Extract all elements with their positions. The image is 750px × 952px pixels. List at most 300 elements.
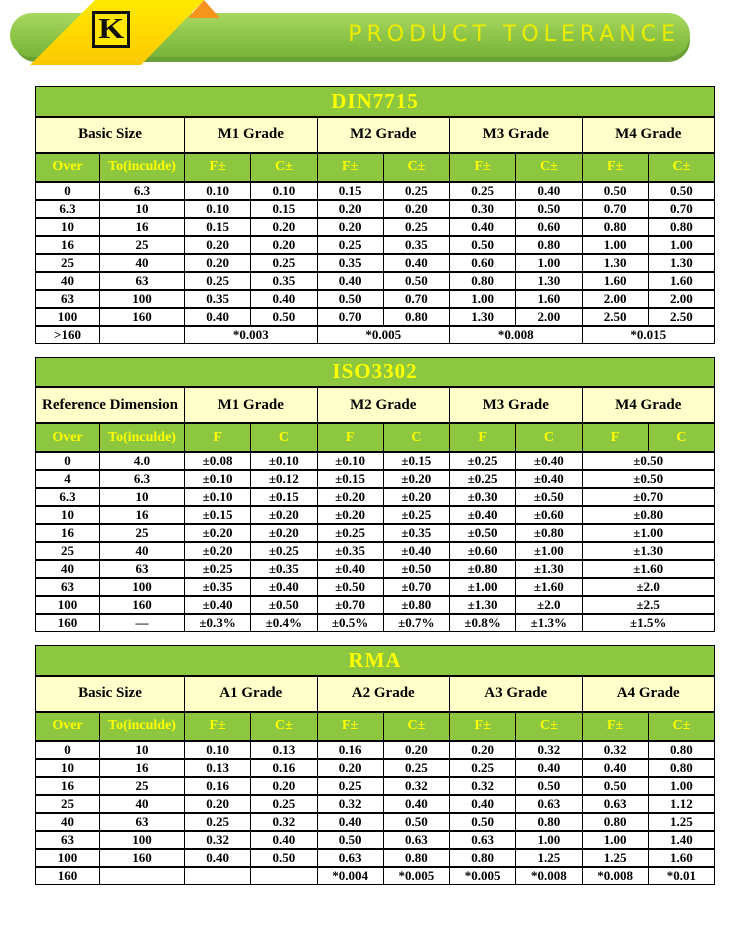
table-cell: 0.20 <box>317 759 383 777</box>
table-cell: ±0.40 <box>450 506 516 524</box>
table-cell: 0.50 <box>648 182 714 200</box>
f-header: F <box>582 423 648 452</box>
table-cell: ±0.10 <box>185 470 251 488</box>
table-cell: 0.50 <box>317 831 383 849</box>
table-cell: >160 <box>36 326 100 344</box>
f-header: F± <box>450 712 516 741</box>
f-header: F± <box>450 153 516 182</box>
table-cell: ±0.40 <box>516 470 582 488</box>
table-cell: 0.80 <box>383 849 449 867</box>
table-cell: 63 <box>36 831 100 849</box>
table-cell: ±0.15 <box>383 452 449 470</box>
f-header: F± <box>317 712 383 741</box>
table-cell: ±0.50 <box>582 452 715 470</box>
table-cell: 0.50 <box>450 236 516 254</box>
table-cell: 1.00 <box>516 254 582 272</box>
table-row <box>36 560 715 578</box>
table-cell: 0.80 <box>648 218 714 236</box>
grade-header-a2: A2 Grade <box>317 676 450 712</box>
brand-logo <box>92 11 130 48</box>
sub-header-row <box>36 423 715 452</box>
table-row <box>36 308 715 326</box>
table-cell: 0.32 <box>516 741 582 759</box>
table-cell: 0.63 <box>450 831 516 849</box>
table-cell: 0.35 <box>185 290 251 308</box>
table-cell: 1.30 <box>516 272 582 290</box>
table-cell: 1.30 <box>582 254 648 272</box>
table-cell: 100 <box>36 308 100 326</box>
table-cell: 0.70 <box>383 290 449 308</box>
table-row <box>36 524 715 542</box>
table-cell: 0.80 <box>450 849 516 867</box>
table-cell: 0.63 <box>383 831 449 849</box>
table-cell: 0.10 <box>185 741 251 759</box>
table-cell: *0.015 <box>582 326 715 344</box>
table-cell: ±0.70 <box>317 596 383 614</box>
grade-header-m2: M2 Grade <box>317 117 450 153</box>
table-cell: 1.00 <box>582 831 648 849</box>
table-cell: 0.40 <box>317 272 383 290</box>
table-cell: 160 <box>36 867 100 885</box>
table-cell: ±2.0 <box>582 578 715 596</box>
table-cell: ±0.10 <box>185 488 251 506</box>
table-cell: 0.35 <box>383 236 449 254</box>
grade-header-a1: A1 Grade <box>185 676 318 712</box>
table-cell: 0.10 <box>185 182 251 200</box>
table-cell: 0.50 <box>383 813 449 831</box>
c-header: C± <box>251 712 317 741</box>
table-cell: 1.30 <box>648 254 714 272</box>
table-cell: 0.20 <box>383 200 449 218</box>
table-row <box>36 326 715 344</box>
table-cell <box>100 326 185 344</box>
table-cell: ±0.25 <box>383 506 449 524</box>
table-cell: ±0.20 <box>185 542 251 560</box>
table-cell: 0.60 <box>450 254 516 272</box>
grade-header-m4: M4 Grade <box>582 387 715 423</box>
table-cell: 0.32 <box>383 777 449 795</box>
c-header: C± <box>648 712 714 741</box>
table-cell: 4 <box>36 470 100 488</box>
table-cell: 0.40 <box>516 182 582 200</box>
table-row <box>36 272 715 290</box>
table-row <box>36 200 715 218</box>
grade-header-m2: M2 Grade <box>317 387 450 423</box>
table-row <box>36 182 715 200</box>
table-row <box>36 578 715 596</box>
table-cell: 40 <box>100 795 185 813</box>
grade-header-m1: M1 Grade <box>185 117 318 153</box>
table-cell: ±1.60 <box>516 578 582 596</box>
f-header: F <box>317 423 383 452</box>
table-cell: 0.50 <box>516 200 582 218</box>
table-cell: 63 <box>36 578 100 596</box>
c-header: C± <box>516 153 582 182</box>
table-cell: ±0.40 <box>383 542 449 560</box>
table-row <box>36 759 715 777</box>
c-header: C± <box>251 153 317 182</box>
dimension-header: Reference Dimension <box>36 387 185 423</box>
table-cell: 6.3 <box>36 488 100 506</box>
c-header: C± <box>516 712 582 741</box>
table-cell: 40 <box>36 272 100 290</box>
table-cell: 0.40 <box>516 759 582 777</box>
brand-logo-letter: K <box>98 13 124 45</box>
f-header: F± <box>185 712 251 741</box>
table-cell: 0.40 <box>185 308 251 326</box>
table-cell: 16 <box>100 759 185 777</box>
table-cell: 16 <box>100 506 185 524</box>
c-header: C <box>383 423 449 452</box>
table-cell: 0.32 <box>251 813 317 831</box>
table-cell: *0.01 <box>648 867 714 885</box>
table-cell: 63 <box>100 813 185 831</box>
table-row <box>36 741 715 759</box>
table-row <box>36 452 715 470</box>
table-cell: 0.80 <box>516 813 582 831</box>
table-cell: ±0.20 <box>383 488 449 506</box>
table-row <box>36 488 715 506</box>
table-cell: 0.25 <box>317 236 383 254</box>
table-cell: 0.25 <box>383 182 449 200</box>
f-header: F <box>450 423 516 452</box>
table-cell: 40 <box>100 254 185 272</box>
c-header: C <box>251 423 317 452</box>
table-cell <box>100 867 185 885</box>
table-cell: 0.25 <box>317 777 383 795</box>
table-cell: 6.3 <box>36 200 100 218</box>
f-header: F <box>185 423 251 452</box>
sub-header-row <box>36 712 715 741</box>
table-title-row <box>36 87 715 117</box>
table-cell: 160 <box>100 849 185 867</box>
table-cell: 0.32 <box>317 795 383 813</box>
table-cell: 1.12 <box>648 795 714 813</box>
to-header: To(inculde) <box>100 712 185 741</box>
table-cell: ±0.7% <box>383 614 449 632</box>
f-header: F± <box>317 153 383 182</box>
table-cell: 0.10 <box>185 200 251 218</box>
table-cell: 0 <box>36 182 100 200</box>
table-cell: 0.80 <box>516 236 582 254</box>
table-cell: ±1.5% <box>582 614 715 632</box>
table-cell <box>185 867 251 885</box>
table-cell: ±0.50 <box>516 488 582 506</box>
table-body <box>36 741 715 885</box>
table-cell: ±0.20 <box>383 470 449 488</box>
grade-header-row <box>36 117 715 153</box>
table-cell: 40 <box>36 560 100 578</box>
table-cell: 0.63 <box>317 849 383 867</box>
table-cell: 0.20 <box>383 741 449 759</box>
table-cell: 0.25 <box>383 759 449 777</box>
table-cell: 0.13 <box>185 759 251 777</box>
dimension-header: Basic Size <box>36 117 185 153</box>
over-header: Over <box>36 153 100 182</box>
dimension-header: Basic Size <box>36 676 185 712</box>
table-cell: 2.50 <box>648 308 714 326</box>
table-cell: ±0.25 <box>450 470 516 488</box>
table-cell: *0.005 <box>317 326 450 344</box>
table-cell: ±2.5 <box>582 596 715 614</box>
table-cell: 0.40 <box>582 759 648 777</box>
table-row <box>36 596 715 614</box>
table-cell <box>251 867 317 885</box>
table-cell: *0.008 <box>450 326 583 344</box>
c-header: C± <box>383 153 449 182</box>
table-cell: ±1.00 <box>516 542 582 560</box>
table-cell: 160 <box>100 596 185 614</box>
over-header: Over <box>36 423 100 452</box>
table-cell: 100 <box>100 831 185 849</box>
table-body <box>36 182 715 344</box>
table-row <box>36 777 715 795</box>
c-header: C± <box>648 153 714 182</box>
table-cell: ±0.15 <box>185 506 251 524</box>
table-cell: *0.005 <box>383 867 449 885</box>
table-cell: 0.32 <box>582 741 648 759</box>
table-cell: 0.20 <box>450 741 516 759</box>
table-cell: ±0.40 <box>317 560 383 578</box>
table-cell: ±0.3% <box>185 614 251 632</box>
table-cell: 10 <box>36 759 100 777</box>
table-cell: 0.20 <box>185 254 251 272</box>
table-cell: ±0.25 <box>450 452 516 470</box>
table-cell: 1.00 <box>582 236 648 254</box>
table-cell: 0.50 <box>582 182 648 200</box>
grade-header-m3: M3 Grade <box>450 387 583 423</box>
table-cell: 160 <box>100 308 185 326</box>
table-row <box>36 290 715 308</box>
table-cell: 0.25 <box>185 813 251 831</box>
table-cell: ±0.35 <box>185 578 251 596</box>
table-cell: 10 <box>36 218 100 236</box>
f-header: F± <box>582 712 648 741</box>
table-cell: ±0.50 <box>450 524 516 542</box>
table-cell: ±0.40 <box>516 452 582 470</box>
table-cell: *0.003 <box>185 326 318 344</box>
table-title: RMA <box>36 646 715 676</box>
table-cell: 16 <box>36 777 100 795</box>
table-cell: ±0.80 <box>516 524 582 542</box>
table-cell: 25 <box>100 777 185 795</box>
table-cell: ±1.00 <box>582 524 715 542</box>
grade-header-a4: A4 Grade <box>582 676 715 712</box>
table-cell: ±1.30 <box>450 596 516 614</box>
table-cell: 1.60 <box>516 290 582 308</box>
table-cell: 0.63 <box>582 795 648 813</box>
table-cell: 1.25 <box>516 849 582 867</box>
c-header: C <box>648 423 714 452</box>
page-title: PRODUCT TOLERANCE <box>348 22 680 47</box>
table-cell: 25 <box>36 795 100 813</box>
table-cell: 0.40 <box>317 813 383 831</box>
table-cell: ±0.80 <box>450 560 516 578</box>
table-cell: ±0.30 <box>450 488 516 506</box>
table-cell: ±0.20 <box>317 488 383 506</box>
table-cell: 1.00 <box>516 831 582 849</box>
sub-header-row <box>36 153 715 182</box>
table-cell: 0.40 <box>450 795 516 813</box>
table-cell: ±0.50 <box>582 470 715 488</box>
table-cell: 0.35 <box>317 254 383 272</box>
table-cell: 1.30 <box>450 308 516 326</box>
table-cell: ±0.08 <box>185 452 251 470</box>
table-row <box>36 470 715 488</box>
table-cell: 0.50 <box>251 308 317 326</box>
table-title-row <box>36 357 715 387</box>
table-cell: 0.80 <box>582 218 648 236</box>
table-cell: 1.60 <box>648 849 714 867</box>
table-cell: 0.40 <box>383 254 449 272</box>
table-cell: *0.008 <box>516 867 582 885</box>
table-cell: 2.00 <box>648 290 714 308</box>
table-cell: 0.35 <box>251 272 317 290</box>
table-cell: ±0.40 <box>185 596 251 614</box>
table-cell: 0.30 <box>450 200 516 218</box>
table-cell: ±0.35 <box>251 560 317 578</box>
table-cell: 4.0 <box>100 452 185 470</box>
table-cell: 100 <box>100 578 185 596</box>
table-row <box>36 813 715 831</box>
table-cell: 0.40 <box>251 290 317 308</box>
table-cell: 63 <box>100 272 185 290</box>
table-cell: 1.00 <box>648 236 714 254</box>
table-cell: ±0.25 <box>185 560 251 578</box>
table-row <box>36 506 715 524</box>
table-cell: ±1.3% <box>516 614 582 632</box>
table-cell: ±0.80 <box>582 506 715 524</box>
table-cell: 0.50 <box>251 849 317 867</box>
table-cell: ±0.70 <box>582 488 715 506</box>
table-row <box>36 831 715 849</box>
table-cell: ±0.50 <box>383 560 449 578</box>
table-cell: 1.25 <box>582 849 648 867</box>
table-cell: ±0.25 <box>317 524 383 542</box>
table-cell: 100 <box>36 849 100 867</box>
table-cell: 0.25 <box>450 182 516 200</box>
table-cell: 0.25 <box>450 759 516 777</box>
table-cell: ±0.15 <box>251 488 317 506</box>
table-cell: 2.00 <box>516 308 582 326</box>
table-cell: 0.15 <box>317 182 383 200</box>
table-title-row <box>36 646 715 676</box>
table-cell: 25 <box>100 524 185 542</box>
table-cell: 10 <box>36 506 100 524</box>
table-cell: ±0.20 <box>185 524 251 542</box>
table-cell: 16 <box>100 218 185 236</box>
table-cell: 0.20 <box>251 777 317 795</box>
table-cell: 2.50 <box>582 308 648 326</box>
table-cell: 0 <box>36 741 100 759</box>
table-cell: 1.60 <box>582 272 648 290</box>
table-cell: ±0.12 <box>251 470 317 488</box>
page-header <box>0 0 750 66</box>
table-cell: ±0.4% <box>251 614 317 632</box>
table-cell: ±0.20 <box>317 506 383 524</box>
tolerance-table-rma <box>35 645 715 885</box>
table-cell: *0.005 <box>450 867 516 885</box>
table-cell: 0.50 <box>383 272 449 290</box>
table-cell: ±0.80 <box>383 596 449 614</box>
table-cell: 0.20 <box>185 795 251 813</box>
table-cell: 0.32 <box>185 831 251 849</box>
table-cell: ±0.8% <box>450 614 516 632</box>
table-cell: 0.20 <box>317 200 383 218</box>
table-cell: 40 <box>36 813 100 831</box>
table-cell: ±1.60 <box>582 560 715 578</box>
table-cell: — <box>100 614 185 632</box>
grade-header-m4: M4 Grade <box>582 117 715 153</box>
table-cell: 16 <box>36 236 100 254</box>
c-header: C <box>516 423 582 452</box>
over-header: Over <box>36 712 100 741</box>
table-cell: 1.25 <box>648 813 714 831</box>
grade-header-row <box>36 676 715 712</box>
table-cell: 0.20 <box>251 218 317 236</box>
table-cell: ±0.60 <box>450 542 516 560</box>
table-cell: 0.63 <box>516 795 582 813</box>
grade-header-m1: M1 Grade <box>185 387 318 423</box>
table-cell: ±0.50 <box>251 596 317 614</box>
table-cell: 0.25 <box>185 272 251 290</box>
table-cell: ±1.30 <box>582 542 715 560</box>
f-header: F± <box>582 153 648 182</box>
table-cell: ±1.00 <box>450 578 516 596</box>
table-cell: 0.80 <box>648 759 714 777</box>
table-cell: ±0.60 <box>516 506 582 524</box>
table-cell: 0.16 <box>251 759 317 777</box>
table-cell: ±0.35 <box>383 524 449 542</box>
table-cell: ±0.25 <box>251 542 317 560</box>
table-row <box>36 254 715 272</box>
table-cell: 0.40 <box>185 849 251 867</box>
f-header: F± <box>185 153 251 182</box>
table-cell: 0.40 <box>383 795 449 813</box>
table-cell: 0.25 <box>251 795 317 813</box>
table-cell: 0.60 <box>516 218 582 236</box>
table-cell: 25 <box>36 254 100 272</box>
tolerance-table-din7715 <box>35 86 715 344</box>
table-cell: 0.80 <box>582 813 648 831</box>
table-cell: 0.80 <box>648 741 714 759</box>
table-cell: 0.15 <box>251 200 317 218</box>
table-cell: ±0.20 <box>251 524 317 542</box>
table-cell: ±0.70 <box>383 578 449 596</box>
tolerance-tables <box>35 86 715 885</box>
table-cell: 0.70 <box>317 308 383 326</box>
table-cell: 1.40 <box>648 831 714 849</box>
grade-header-a3: A3 Grade <box>450 676 583 712</box>
table-cell: ±0.15 <box>317 470 383 488</box>
table-cell: 0.50 <box>516 777 582 795</box>
table-cell: 10 <box>100 200 185 218</box>
table-cell: 0.20 <box>317 218 383 236</box>
table-cell: 0.15 <box>185 218 251 236</box>
table-cell: *0.004 <box>317 867 383 885</box>
to-header: To(inculde) <box>100 423 185 452</box>
table-cell: 10 <box>100 488 185 506</box>
table-cell: 1.00 <box>648 777 714 795</box>
table-cell: 100 <box>100 290 185 308</box>
table-cell: ±0.5% <box>317 614 383 632</box>
table-cell: 1.00 <box>450 290 516 308</box>
table-cell: ±1.30 <box>516 560 582 578</box>
table-row <box>36 849 715 867</box>
table-row <box>36 542 715 560</box>
table-cell: 0.32 <box>450 777 516 795</box>
table-cell: 63 <box>36 290 100 308</box>
